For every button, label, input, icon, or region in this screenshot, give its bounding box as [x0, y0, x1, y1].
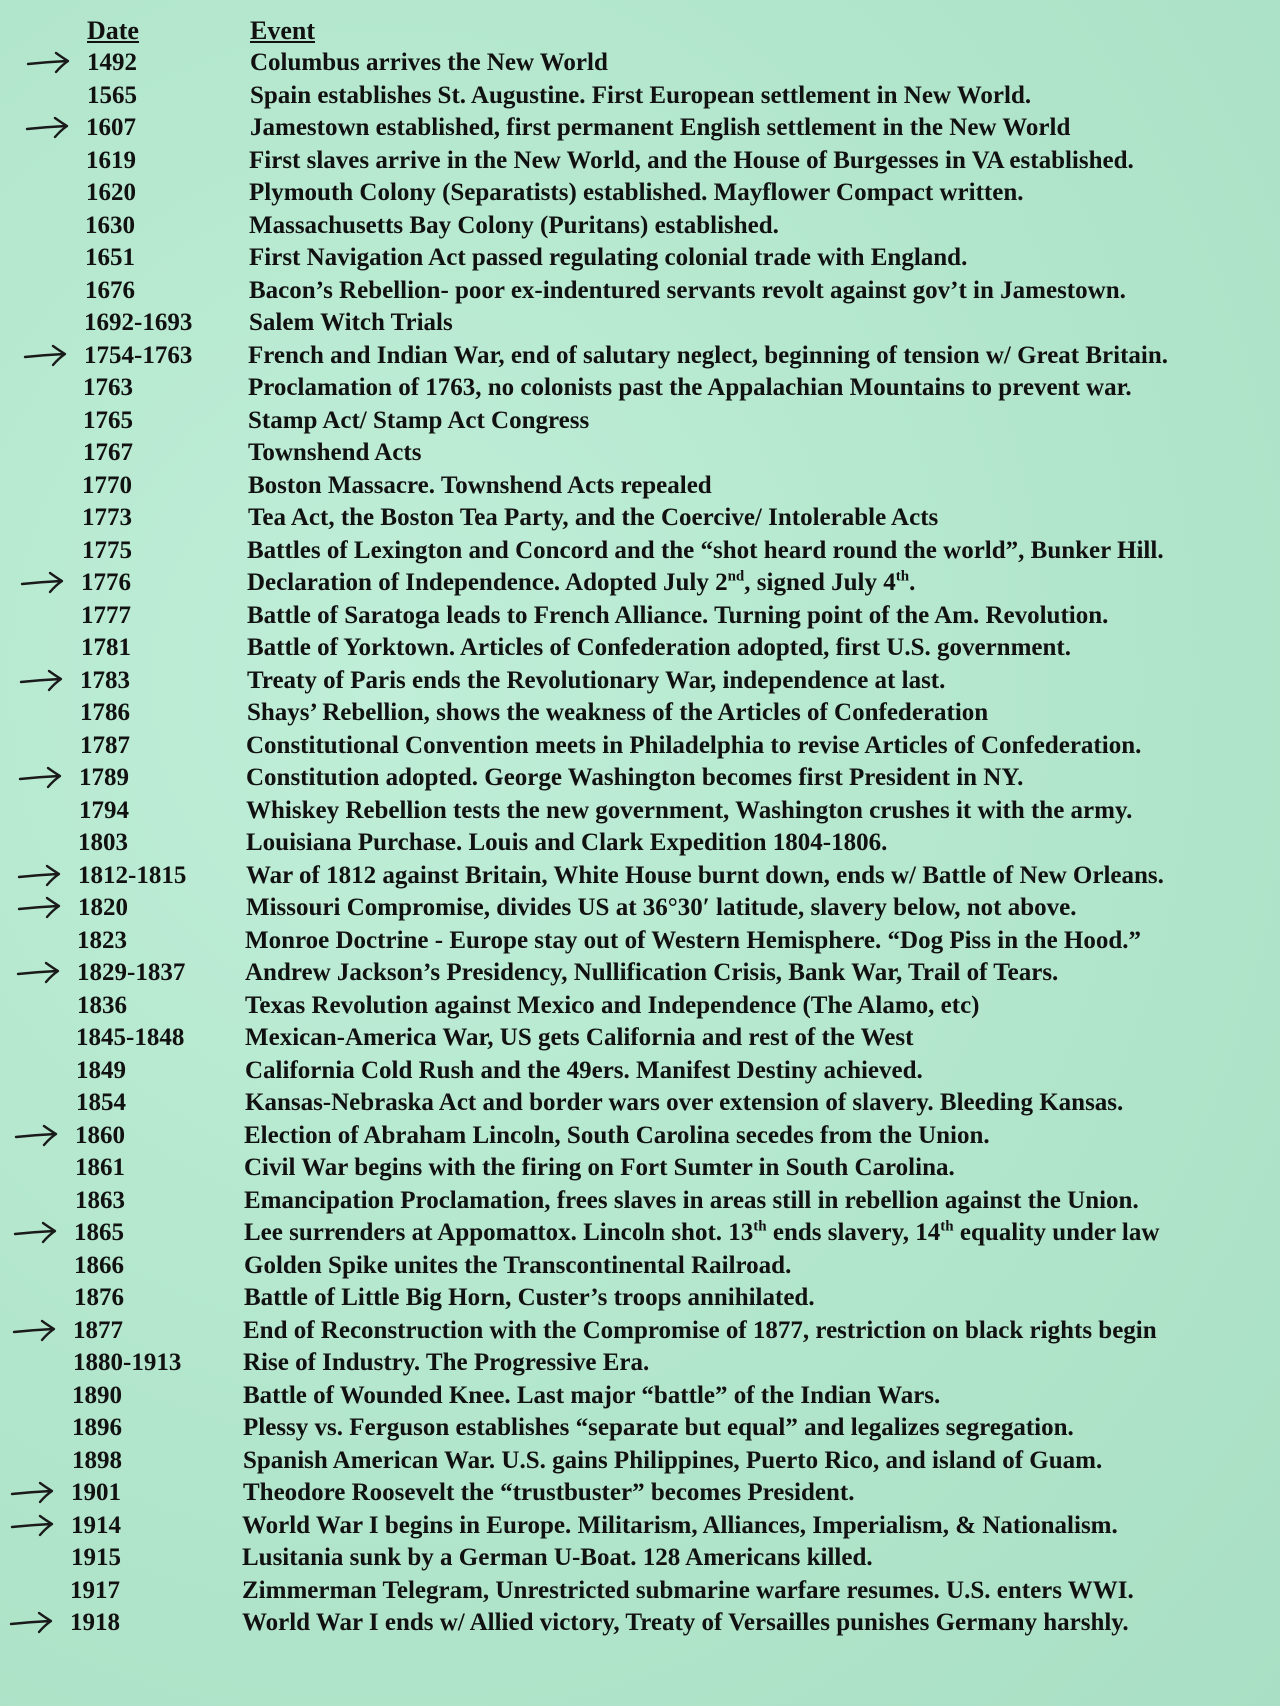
row-event [245, 1022, 1280, 1055]
row-date: 1901 [71, 1479, 121, 1506]
date-column-header: Date [87, 16, 139, 45]
row-event [249, 145, 1280, 178]
row-event [242, 1542, 1280, 1575]
row-event-text: , signed July 4 [744, 569, 896, 596]
row-date: 1776 [81, 569, 131, 596]
timeline-row [0, 567, 1280, 600]
handwritten-arrow-icon [9, 1510, 55, 1542]
handwritten-arrow-icon [13, 1120, 59, 1152]
row-event-text: Andrew Jackson’s Presidency, Nullification Crisis, Bank War, Trail of Tears. [245, 959, 1059, 986]
row-date: 1619 [86, 146, 136, 174]
row-event-text: Battles of Lexington and Concord and the “shot heard round the world”, Bunker Hill. [247, 536, 1164, 564]
row-date: 1763 [83, 374, 133, 401]
row-event-text: Constitutional Convention meets in Philadelphia to revise Articles of Confederation. [246, 731, 1142, 759]
row-event [246, 827, 1280, 860]
row-event [244, 1282, 1280, 1315]
row-date: 1767 [83, 439, 133, 466]
row-event [245, 990, 1280, 1023]
row-event-text: Tea Act, the Boston Tea Party, and the Coercive/ Intolerable Acts [248, 504, 939, 531]
row-date: 1651 [85, 244, 135, 271]
row-event [247, 632, 1280, 665]
timeline-row [0, 1380, 1280, 1413]
row-event [249, 307, 1280, 340]
row-event-text: Stamp Act/ Stamp Act Congress [248, 406, 590, 434]
timeline-row [0, 1445, 1280, 1478]
row-event [246, 730, 1280, 763]
row-event [243, 1477, 1280, 1510]
row-event-text: . [909, 569, 916, 596]
row-event-text: Zimmerman Telegram, Unrestricted submarine warfare resumes. U.S. enters WWI. [242, 1576, 1134, 1604]
row-event-text: Jamestown established, first permanent English settlement in the New World [250, 114, 1071, 141]
handwritten-arrow-icon [11, 1315, 57, 1347]
row-event [248, 340, 1280, 373]
timeline-row [0, 1282, 1280, 1315]
row-event-text: Massachusetts Bay Colony (Puritans) established. [249, 211, 779, 239]
row-date: 1775 [82, 536, 132, 564]
row-event [247, 600, 1280, 633]
timeline-row [0, 405, 1280, 438]
row-date: 1860 [75, 1121, 125, 1149]
row-date: 1918 [70, 1609, 120, 1636]
row-event-text: Emancipation Proclamation, frees slaves in areas still in rebellion against the Union. [244, 1186, 1139, 1214]
row-date: 1829-1837 [77, 959, 186, 986]
timeline-row [0, 1087, 1280, 1120]
row-event [243, 1412, 1280, 1445]
row-event-text: Monroe Doctrine - Europe stay out of Western Hemisphere. “Dog Piss in the Hood.” [245, 926, 1142, 954]
timeline-row [0, 892, 1280, 925]
row-date: 1861 [75, 1154, 125, 1181]
timeline-row [0, 275, 1280, 308]
row-event [247, 665, 1280, 698]
row-event-text: Kansas-Nebraska Act and border wars over extension of slavery. Bleeding Kansas. [245, 1089, 1124, 1116]
row-event-text: Spain establishes St. Augustine. First European settlement in New World. [250, 81, 1032, 109]
row-event-text: Treaty of Paris ends the Revolutionary War, independence at last. [247, 666, 946, 694]
timeline-row [0, 177, 1280, 210]
timeline-row [0, 1022, 1280, 1055]
row-event-text: ends slavery, 14 [766, 1219, 941, 1246]
row-event [248, 372, 1280, 405]
timeline-row [0, 47, 1280, 80]
row-event [243, 1347, 1280, 1380]
row-event [245, 957, 1280, 990]
handwritten-arrow-icon [15, 957, 61, 989]
row-date: 1845-1848 [76, 1024, 185, 1051]
row-event-text: First slaves arrive in the New World, and the House of Burgesses in VA established. [249, 146, 1134, 174]
row-date: 1820 [78, 894, 128, 921]
row-event [245, 1055, 1280, 1088]
row-event [242, 1607, 1280, 1640]
timeline-row [0, 1575, 1280, 1608]
row-event-text: Whiskey Rebellion tests the new government, Washington crushes it with the army. [246, 796, 1133, 824]
row-event-text: Missouri Compromise, divides US at 36°30′ latitude, slavery below, not above. [246, 894, 1077, 921]
timeline-row [0, 1250, 1280, 1283]
timeline-row [0, 697, 1280, 730]
row-date: 1692-1693 [84, 309, 193, 336]
handwritten-arrow-icon [16, 860, 62, 892]
row-event-text: Battle of Saratoga leads to French Alliance. Turning point of the Am. Revolution. [247, 601, 1109, 629]
row-event [248, 437, 1280, 470]
row-event-text: Columbus arrives the New World [250, 49, 608, 76]
row-date: 1854 [76, 1089, 126, 1116]
row-event-text: Theodore Roosevelt the “trustbuster” becomes President. [243, 1479, 855, 1506]
row-event [246, 892, 1280, 925]
timeline-row [0, 1055, 1280, 1088]
timeline-row [0, 502, 1280, 535]
row-event-text: Shays’ Rebellion, shows the weakness of the Articles of Confederation [247, 699, 989, 726]
row-date: 1812-1815 [78, 861, 187, 889]
handwritten-arrow-icon [19, 567, 65, 599]
timeline-row [0, 665, 1280, 698]
row-event-text: French and Indian War, end of salutary neglect, beginning of tension w/ Great Britain. [248, 341, 1169, 369]
row-date: 1880-1913 [73, 1349, 182, 1376]
row-event [243, 1315, 1280, 1348]
row-event-text: Lee surrenders at Appomattox. Lincoln shot. 13 [244, 1219, 754, 1246]
timeline-row [0, 762, 1280, 795]
row-date: 1865 [74, 1219, 124, 1246]
row-date: 1898 [72, 1446, 122, 1474]
row-date: 1836 [77, 991, 127, 1019]
timeline-row [0, 242, 1280, 275]
ordinal-suffix: th [753, 1218, 767, 1235]
row-event-text: Proclamation of 1763, no colonists past the Appalachian Mountains to prevent war. [248, 374, 1132, 401]
row-event-text: Plymouth Colony (Separatists) established. Mayflower Compact written. [249, 179, 1024, 206]
row-event-text: Bacon’s Rebellion- poor ex-indentured servants revolt against gov’t in Jamestown. [249, 276, 1126, 304]
timeline-row [0, 1477, 1280, 1510]
ordinal-suffix: th [940, 1218, 954, 1235]
row-event [244, 1152, 1280, 1185]
row-event [246, 762, 1280, 795]
row-event [244, 1217, 1280, 1250]
row-event [247, 567, 1280, 600]
timeline-row [0, 340, 1280, 373]
row-date: 1896 [72, 1414, 122, 1441]
row-event [247, 697, 1280, 730]
timeline-row [0, 1152, 1280, 1185]
row-date: 1914 [71, 1511, 121, 1539]
handwritten-arrow-icon [24, 112, 70, 144]
ordinal-suffix: th [895, 568, 910, 585]
row-date: 1823 [77, 926, 127, 954]
row-date: 1849 [76, 1056, 126, 1084]
row-date: 1783 [80, 666, 130, 694]
timeline-row [0, 925, 1280, 958]
row-event-text: Declaration of Independence. Adopted July 2 [247, 569, 728, 596]
timeline-row [0, 307, 1280, 340]
row-event-text: Civil War begins with the firing on Fort Sumter in South Carolina. [244, 1154, 955, 1181]
row-event [242, 1575, 1280, 1608]
timeline-row [0, 1315, 1280, 1348]
row-event-text: Texas Revolution against Mexico and Independence (The Alamo, etc) [245, 991, 980, 1019]
handwritten-arrow-icon [8, 1607, 54, 1639]
row-event [249, 242, 1280, 275]
row-date: 1876 [74, 1284, 124, 1311]
row-date: 1786 [80, 699, 130, 726]
timeline-row [0, 1607, 1280, 1640]
row-date: 1787 [80, 731, 130, 759]
row-event-text: World War I ends w/ Allied victory, Treaty of Versailles punishes Germany harshly. [242, 1609, 1129, 1636]
row-date: 1781 [81, 634, 131, 661]
row-event-text: Rise of Industry. The Progressive Era. [243, 1349, 650, 1376]
row-event [250, 47, 1280, 80]
row-event-text: Battle of Wounded Knee. Last major “battle” of the Indian Wars. [243, 1381, 941, 1409]
row-event-text: Spanish American War. U.S. gains Philippines, Puerto Rico, and island of Guam. [243, 1446, 1103, 1474]
timeline-row [0, 990, 1280, 1023]
handwritten-arrow-icon [22, 340, 68, 372]
timeline-row [0, 1347, 1280, 1380]
row-event-text: Louisiana Purchase. Louis and Clark Expedition 1804-1806. [246, 829, 888, 856]
row-event [246, 795, 1280, 828]
timeline-row [0, 210, 1280, 243]
timeline-row [0, 1217, 1280, 1250]
handwritten-arrow-icon [16, 892, 62, 924]
handwritten-arrow-icon [25, 47, 71, 79]
row-event-text: Constitution adopted. George Washington becomes first President in NY. [246, 764, 1024, 791]
row-date: 1773 [82, 504, 132, 531]
row-event-text: Townshend Acts [248, 439, 422, 466]
timeline-row [0, 600, 1280, 633]
row-date: 1754-1763 [84, 341, 193, 369]
timeline-row [0, 112, 1280, 145]
row-event-text: End of Reconstruction with the Compromise of 1877, restriction on black rights begin [243, 1316, 1157, 1344]
row-event-text: Lusitania sunk by a German U-Boat. 128 Americans killed. [242, 1544, 873, 1571]
row-event [245, 1087, 1280, 1120]
row-event-text: Mexican-America War, US gets California and rest of the West [245, 1024, 914, 1051]
row-event [244, 1120, 1280, 1153]
row-date: 1676 [85, 276, 135, 304]
row-event-text: Battle of Little Big Horn, Custer’s troops annihilated. [244, 1284, 815, 1311]
timeline-row [0, 1510, 1280, 1543]
row-date: 1777 [81, 601, 131, 629]
row-event [248, 502, 1280, 535]
timeline-row [0, 730, 1280, 763]
handwritten-arrow-icon [9, 1477, 55, 1509]
timeline-row [0, 1185, 1280, 1218]
row-event [249, 210, 1280, 243]
timeline-list [0, 47, 1280, 1640]
timeline-row [0, 80, 1280, 113]
row-date: 1917 [70, 1576, 120, 1604]
ordinal-suffix: nd [727, 568, 745, 585]
row-date: 1620 [86, 179, 136, 206]
row-event [249, 275, 1280, 308]
row-date: 1866 [74, 1251, 124, 1279]
row-date: 1794 [79, 796, 129, 824]
timeline-row [0, 1120, 1280, 1153]
timeline-row [0, 1412, 1280, 1445]
row-date: 1630 [85, 211, 135, 239]
row-date: 1915 [71, 1544, 121, 1571]
row-event-text: Salem Witch Trials [249, 309, 453, 336]
row-event-text: Election of Abraham Lincoln, South Carolina secedes from the Union. [244, 1121, 990, 1149]
row-event-text: equality under law [953, 1219, 1160, 1246]
row-date: 1765 [83, 406, 133, 434]
row-event-text: War of 1812 against Britain, White House burnt down, ends w/ Battle of New Orleans. [246, 861, 1164, 889]
row-date: 1863 [75, 1186, 125, 1214]
row-event [245, 925, 1280, 958]
row-date: 1890 [72, 1381, 122, 1409]
row-event [250, 112, 1280, 145]
event-column-header: Event [250, 16, 315, 45]
handwritten-arrow-icon [17, 762, 63, 794]
row-event [247, 535, 1280, 568]
handwritten-arrow-icon [18, 665, 64, 697]
row-event-text: California Cold Rush and the 49ers. Manifest Destiny achieved. [245, 1056, 923, 1084]
row-event [243, 1380, 1280, 1413]
row-event [242, 1510, 1280, 1543]
row-event-text: Plessy vs. Ferguson establishes “separate but equal” and legalizes segregation. [243, 1414, 1074, 1441]
timeline-row [0, 957, 1280, 990]
row-event [250, 80, 1280, 113]
handwritten-arrow-icon [12, 1217, 58, 1249]
row-date: 1770 [82, 471, 132, 499]
row-event [249, 177, 1280, 210]
row-date: 1877 [73, 1316, 123, 1344]
row-event [243, 1445, 1280, 1478]
timeline-row [0, 535, 1280, 568]
row-event [248, 405, 1280, 438]
timeline-row [0, 470, 1280, 503]
row-event [244, 1250, 1280, 1283]
row-date: 1789 [79, 764, 129, 791]
timeline-row [0, 632, 1280, 665]
row-event-text: Battle of Yorktown. Articles of Confederation adopted, first U.S. government. [247, 634, 1071, 661]
row-date: 1492 [87, 49, 137, 76]
timeline-row [0, 145, 1280, 178]
row-event-text: First Navigation Act passed regulating colonial trade with England. [249, 244, 968, 271]
row-event [248, 470, 1280, 503]
timeline-row [0, 860, 1280, 893]
timeline-row [0, 795, 1280, 828]
row-date: 1607 [86, 114, 136, 141]
timeline-row [0, 827, 1280, 860]
timeline-row [0, 1542, 1280, 1575]
row-event [244, 1185, 1280, 1218]
row-event-text: Boston Massacre. Townshend Acts repealed [248, 471, 712, 499]
row-event-text: Golden Spike unites the Transcontinental Railroad. [244, 1251, 792, 1279]
timeline-row [0, 437, 1280, 470]
row-date: 1565 [87, 81, 137, 109]
table-header [0, 16, 1280, 46]
row-event [246, 860, 1280, 893]
timeline-row [0, 372, 1280, 405]
row-event-text: World War I begins in Europe. Militarism, Alliances, Imperialism, & Nationalism. [242, 1511, 1118, 1539]
row-date: 1803 [78, 829, 128, 856]
